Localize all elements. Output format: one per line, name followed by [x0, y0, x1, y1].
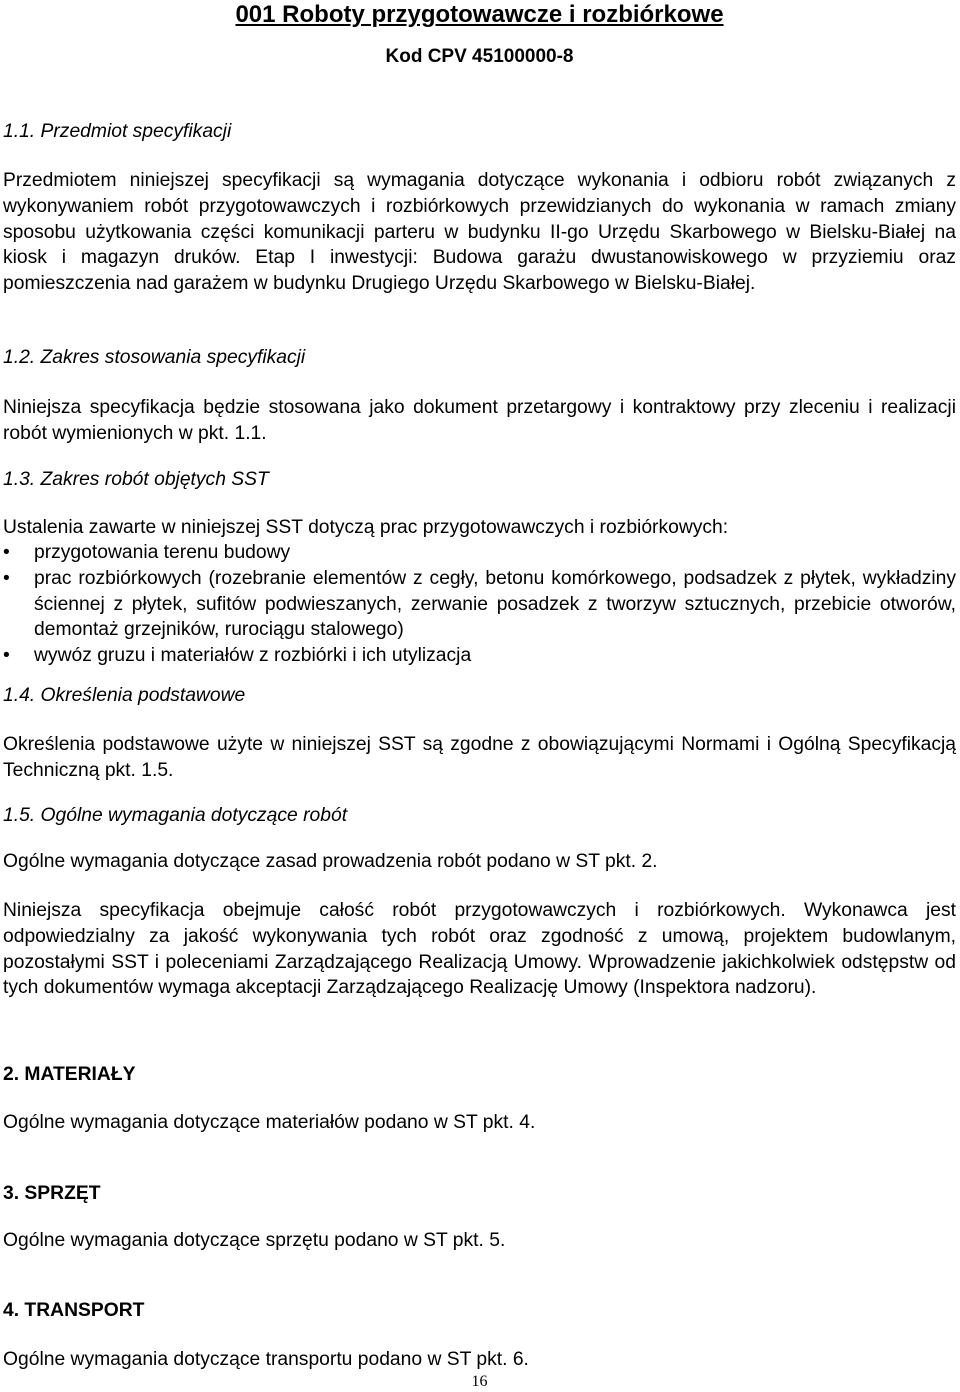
section-1-1-heading: 1.1. Przedmiot specyfikacji	[3, 121, 232, 142]
section-4-heading: 4. TRANSPORT	[3, 1300, 145, 1321]
list-item-text: przygotowania terenu budowy	[34, 542, 291, 563]
bullet-icon: •	[3, 645, 10, 667]
bullet-icon: •	[3, 542, 10, 563]
section-1-3-heading: 1.3. Zakres robót objętych SST	[3, 469, 269, 490]
section-1-5-paragraph-2: Niniejsza specyfikacja obejmuje całość robót przygotowawczych i rozbiórkowych. Wykonawca jest odpowiedzialny za jakość wykonywania tych robót oraz zgodność z umową, projektem budowlanym, pozostałymi SST i poleceniami Zarządzającego Realizacją Umowy. Wprowadzenie jakichkolwiek odstępstw od tych dokumentów wymaga akceptacji Zarządzającego Realizację Umowy (Inspektora nadzoru).	[3, 900, 956, 999]
section-2-heading: 2. MATERIAŁY	[3, 1064, 136, 1085]
list-item	[3, 540, 956, 566]
section-1-4-paragraph: Określenia podstawowe użyte w niniejszej SST są zgodne z obowiązującymi Normami i Ogólną Specyfikacją Techniczną pkt. 1.5.	[3, 734, 956, 781]
cpv-code: Kod CPV 45100000-8	[385, 46, 574, 67]
section-2-paragraph: Ogólne wymagania dotyczące materiałów podano w ST pkt. 4.	[3, 1112, 536, 1133]
list-item-text: prac rozbiórkowych (rozebranie elementów z cegły, betonu komórkowego, podsadzek z płytek, wykładziny ściennej z płytek, sufitów podwieszanych, zerwanie posadzek z tworzyw sztucznych, przebicie otworów, demontaż grzejników, rurociągu stalowego)	[34, 567, 956, 641]
section-1-1-paragraph: Przedmiotem niniejszej specyfikacji są wymagania dotyczące wykonania i odbioru robót związanych z wykonywaniem robót przygotowawczych i rozbiórkowych przewidzianych do wykonania w ramach zmiany sposobu użytkowania części komunikacji parteru w budynku II-go Urzędu Skarbowego w Bielsku-Białej na kiosk i magazyn druków. Etap I inwestycji: Budowa garażu dwustanowiskowego w przyziemiu oraz pomieszczenia nad garażem w budynku Drugiego Urzędu Skarbowego w Bielsku-Białej.	[3, 170, 956, 295]
section-3-heading: 3. SPRZĘT	[3, 1183, 101, 1204]
section-1-3-intro: Ustalenia zawarte w niniejszej SST dotyczą prac przygotowawczych i rozbiórkowych:	[3, 517, 729, 538]
document-title: 001 Roboty przygotowawcze i rozbiórkowe	[235, 1, 724, 28]
list-item-text: wywóz gruzu i materiałów z rozbiórki i ich utylizacja	[34, 645, 472, 667]
section-1-5-paragraph-1: Ogólne wymagania dotyczące zasad prowadzenia robót podano w ST pkt. 2.	[3, 851, 658, 872]
page-number: 16	[471, 1373, 488, 1390]
section-1-2-heading: 1.2. Zakres stosowania specyfikacji	[3, 347, 306, 368]
section-1-5-heading: 1.5. Ogólne wymagania dotyczące robót	[3, 805, 348, 826]
section-1-4-heading: 1.4. Określenia podstawowe	[3, 685, 246, 706]
list-item	[3, 566, 956, 643]
section-3-paragraph: Ogólne wymagania dotyczące sprzętu podano w ST pkt. 5.	[3, 1230, 506, 1251]
bullet-icon: •	[3, 567, 10, 589]
list-item	[3, 643, 956, 669]
section-1-3-list	[3, 540, 956, 669]
section-4-paragraph: Ogólne wymagania dotyczące transportu podano w ST pkt. 6.	[3, 1349, 529, 1370]
section-1-2-paragraph: Niniejsza specyfikacja będzie stosowana jako dokument przetargowy i kontraktowy przy zleceniu i realizacji robót wymienionych w pkt. 1.1.	[3, 397, 956, 444]
